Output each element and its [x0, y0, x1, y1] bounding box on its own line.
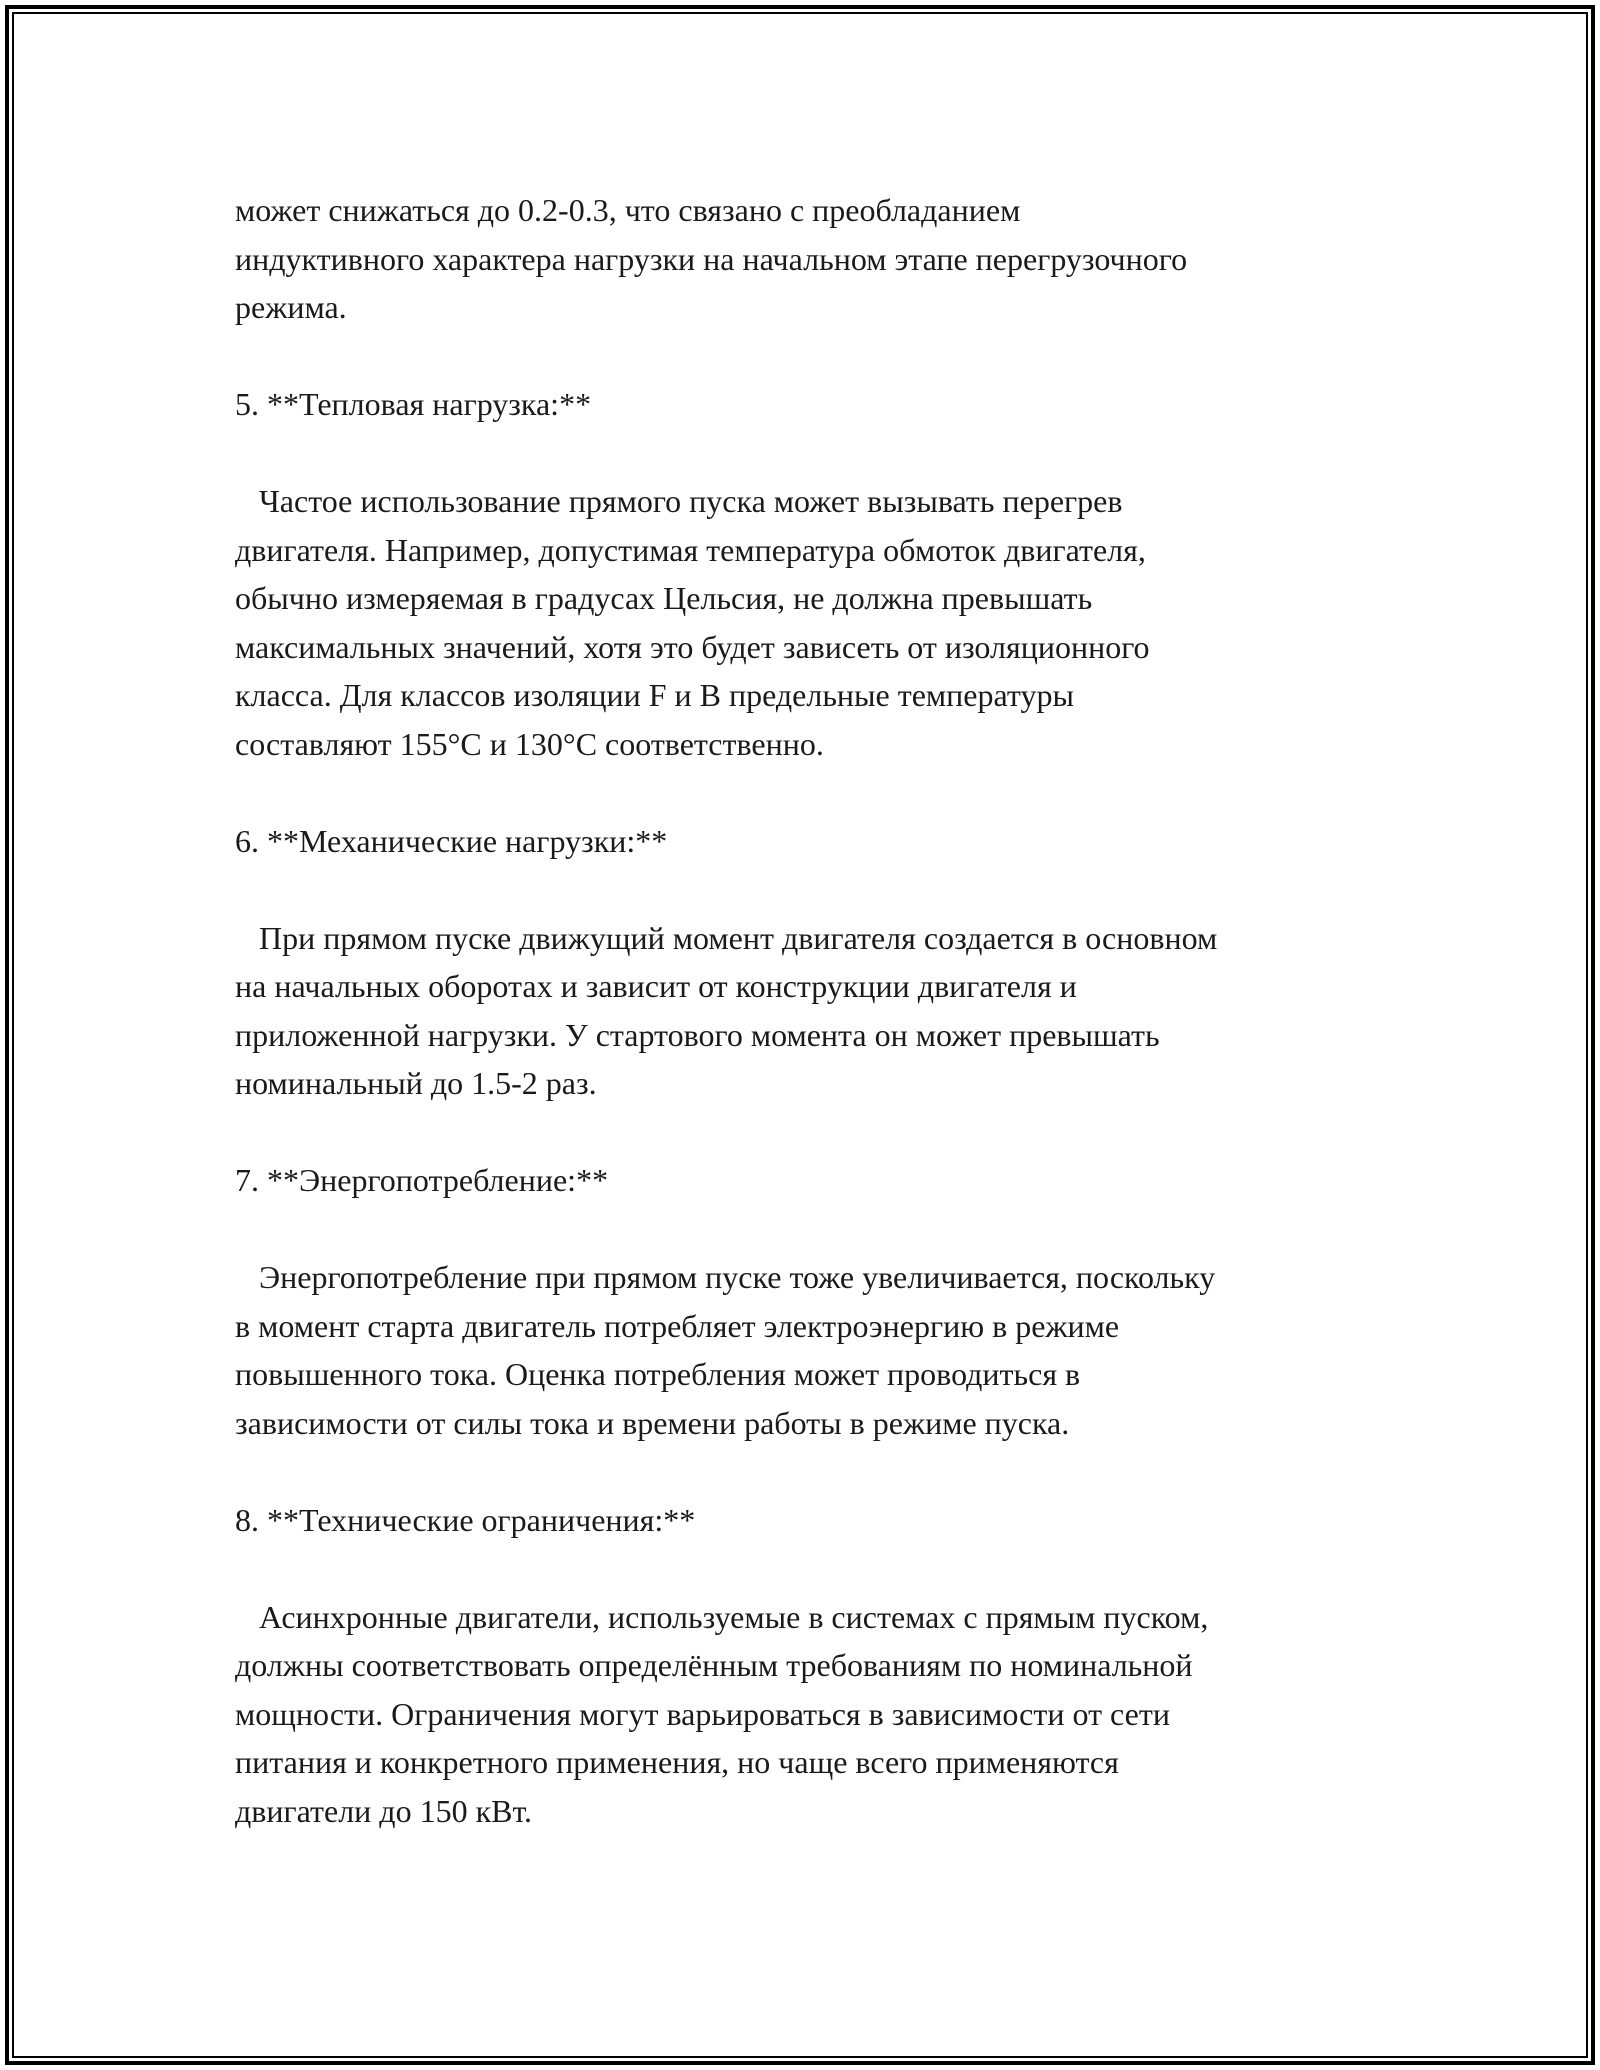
paragraph	[235, 477, 1385, 768]
section-heading: 5. **Тепловая нагрузка:**	[235, 386, 592, 422]
text-line: питания и конкретного применения, но чаще всего применяются	[235, 1744, 1119, 1780]
text-line: Частое использование прямого пуска может вызывать перегрев	[235, 483, 1123, 519]
paragraph	[235, 1593, 1385, 1836]
text-line: может снижаться до 0.2-0.3, что связано с преобладанием	[235, 192, 1021, 228]
paragraph-spacer	[235, 1108, 1385, 1157]
text-line: должны соответствовать определённым требованиям по номинальной	[235, 1647, 1193, 1683]
text-line: на начальных оборотах и зависит от конструкции двигателя и	[235, 968, 1077, 1004]
text-line: номинальный до 1.5-2 раз.	[235, 1065, 597, 1101]
text-line: составляют 155°C и 130°C соответственно.	[235, 725, 824, 762]
text-line: приложенной нагрузки. У стартового момента он может превышать	[235, 1016, 1160, 1053]
text-line: максимальных значений, хотя это будет зависеть от изоляционного	[235, 628, 1150, 665]
text-line: При прямом пуске движущий момент двигателя создается в основном	[235, 919, 1218, 956]
text-line: двигателя. Например, допустимая температура обмоток двигателя,	[235, 531, 1146, 568]
text-line: Асинхронные двигатели, используемые в системах с прямым пуском,	[235, 1598, 1209, 1635]
paragraph-spacer	[235, 865, 1385, 914]
text-line: в момент старта двигатель потребляет электроэнергию в режиме	[235, 1307, 1120, 1344]
section-heading: 7. **Энергопотребление:**	[235, 1162, 609, 1198]
paragraph	[235, 186, 1385, 332]
text-line: режима.	[235, 289, 347, 325]
paragraph-spacer	[235, 332, 1385, 381]
text-line: индуктивного характера нагрузки на начальном этапе перегрузочного	[235, 240, 1188, 277]
section-heading: 6. **Механические нагрузки:**	[235, 822, 668, 859]
document-body	[235, 186, 1385, 1835]
paragraph-spacer	[235, 429, 1385, 478]
paragraph-spacer	[235, 768, 1385, 817]
text-line: обычно измеряемая в градусах Цельсия, не должна превышать	[235, 580, 1093, 616]
text-line: двигатели до 150 кВт.	[235, 1792, 533, 1829]
paragraph-spacer	[235, 1544, 1385, 1593]
text-line: мощности. Ограничения могут варьироваться в зависимости от сети	[235, 1695, 1170, 1732]
text-line: Энергопотребление при прямом пуске тоже увеличивается, поскольку	[235, 1259, 1216, 1295]
paragraph	[235, 1253, 1385, 1447]
text-line: зависимости от силы тока и времени работы в режиме пуска.	[235, 1404, 1070, 1441]
paragraph-spacer	[235, 1205, 1385, 1254]
text-line: повышенного тока. Оценка потребления может проводиться в	[235, 1356, 1081, 1392]
section-heading: 8. **Технические ограничения:**	[235, 1501, 696, 1538]
paragraph	[235, 914, 1385, 1108]
paragraph-spacer	[235, 1447, 1385, 1496]
text-line: класса. Для классов изоляции F и B предельные температуры	[235, 677, 1074, 713]
